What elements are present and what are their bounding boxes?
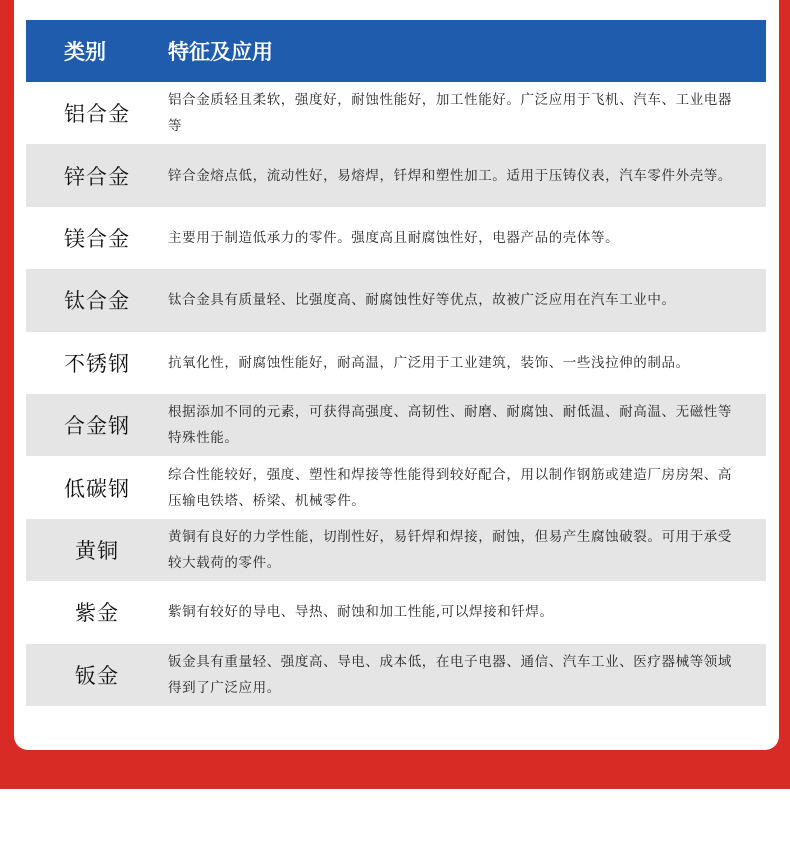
table-row	[26, 144, 766, 206]
table-row	[26, 269, 766, 331]
material-name: 黄铜	[75, 538, 119, 563]
table-row	[26, 519, 766, 581]
material-description: 锌合金熔点低，流动性好，易熔焊，钎焊和塑性加工。适用于压铸仪表，汽车零件外壳等。	[168, 167, 732, 184]
table-row	[26, 581, 766, 643]
table-row	[26, 456, 766, 518]
bottom-margin	[0, 789, 790, 842]
material-description: 紫铜有较好的导电、导热、耐蚀和加工性能,可以焊接和钎焊。	[168, 604, 554, 621]
material-description: 铝合金质轻且柔软，强度好，耐蚀性能好，加工性能好。广泛应用于飞机、汽车、工业电器等	[168, 92, 732, 135]
header-category: 类别	[64, 40, 106, 64]
material-name: 紫金	[75, 601, 119, 626]
table-row	[26, 207, 766, 269]
material-description: 钛合金具有质量轻、比强度高、耐腐蚀性好等优点，故被广泛应用在汽车工业中。	[168, 292, 676, 309]
table-row	[26, 394, 766, 456]
material-description: 主要用于制造低承力的零件。强度高且耐腐蚀性好，电器产品的壳体等。	[168, 229, 620, 246]
table-header	[26, 20, 766, 82]
material-description: 黄铜有良好的力学性能，切削性好，易钎焊和焊接，耐蚀，但易产生腐蚀破裂。可用于承受较大载荷的零件。	[168, 528, 732, 571]
table-row	[26, 82, 766, 144]
material-name: 钛合金	[64, 289, 130, 314]
material-name: 锌合金	[64, 164, 130, 189]
table-body	[26, 82, 766, 706]
material-name: 镁合金	[64, 226, 130, 251]
table-row	[26, 644, 766, 706]
material-description: 根据添加不同的元素，可获得高强度、高韧性、耐磨、耐腐蚀、耐低温、耐高温、无磁性等特殊性能。	[168, 404, 732, 447]
alloy-table	[26, 20, 766, 706]
material-description: 钣金具有重量轻、强度高、导电、成本低，在电子电器、通信、汽车工业、医疗器械等领域得到了广泛应用。	[168, 653, 732, 696]
material-description: 综合性能较好，强度、塑性和焊接等性能得到较好配合，用以制作钢筋或建造厂房房架、高压输电铁塔、桥梁、机械零件。	[168, 466, 732, 509]
material-name: 合金钢	[64, 414, 130, 439]
header-features: 特征及应用	[168, 40, 273, 64]
material-name: 低碳钢	[64, 476, 130, 501]
material-name: 铝合金	[64, 102, 130, 127]
content-card	[14, 0, 779, 750]
table-row	[26, 332, 766, 394]
material-name: 钣金	[75, 663, 119, 688]
material-name: 不锈钢	[64, 351, 130, 376]
material-description: 抗氧化性，耐腐蚀性能好，耐高温，广泛用于工业建筑，装饰、一些浅拉伸的制品。	[168, 354, 690, 371]
